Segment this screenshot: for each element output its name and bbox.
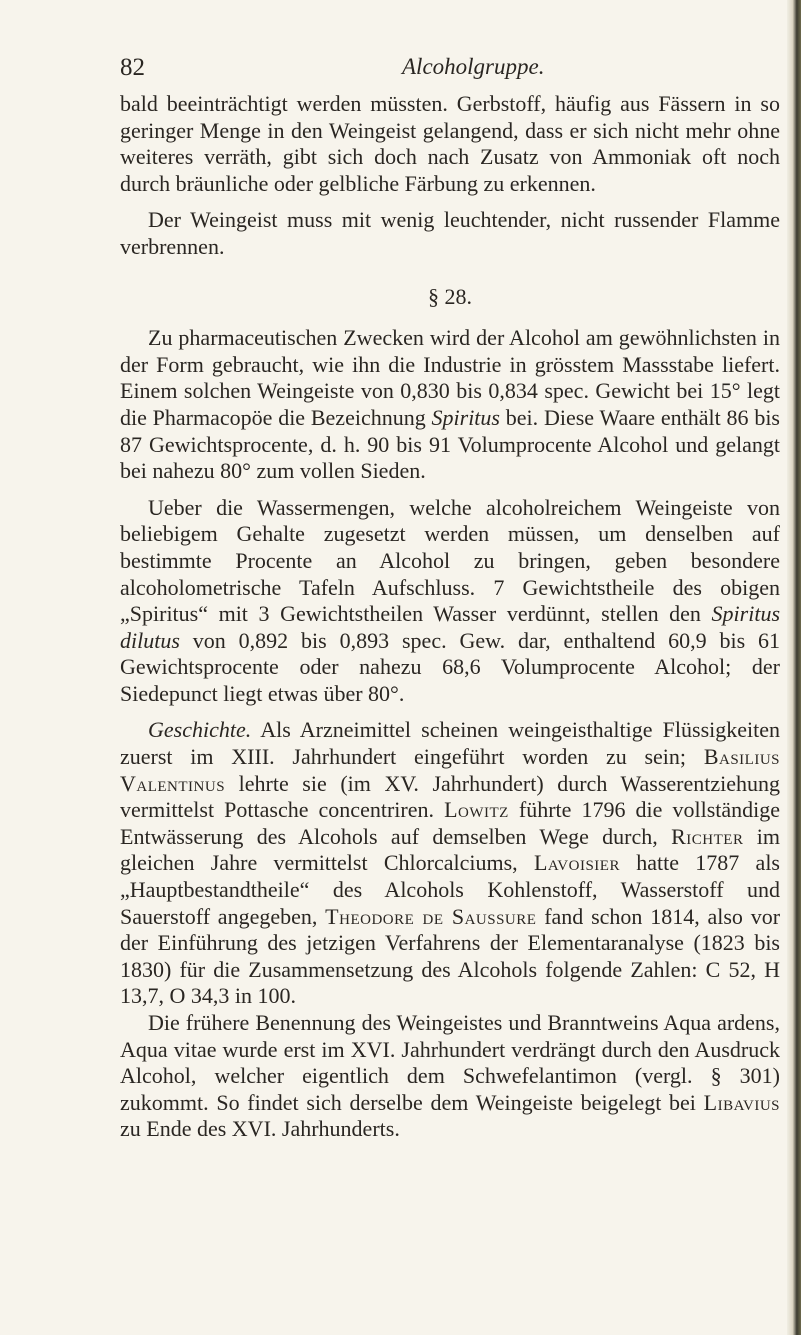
- name-lowitz: Lowitz: [444, 797, 509, 823]
- paragraph-3: [120, 325, 780, 485]
- running-head: Alcoholgruppe.: [402, 54, 545, 79]
- history-heading: Geschichte.: [148, 717, 252, 743]
- history-text-6: fand schon 1814, also vor der Einführung des jetzigen Verfahrens der Elementaranalyse (1823 bis 1830) für die Zusammensetzung des Alcohols folgende Zahlen: C 52, H 13,7, O 34,3 in 100.: [120, 903, 781, 1009]
- paragraph-2: Der Weingeist muss mit wenig leuchtender, nicht russender Flamme verbrennen.: [120, 207, 780, 259]
- history-text-1: Als Arzneimittel scheinen weingeisthaltige Flüssigkeiten zuerst im XIII. Jahrhundert eingeführt worden zu sein;: [120, 717, 780, 770]
- name-lavoisier: Lavoisier: [533, 850, 620, 876]
- history-text-3: führte 1796 die vollständige Entwässerung des Alcohols auf demselben Wege durch,: [120, 797, 781, 849]
- paragraph-1: bald beeinträchtigt werden müssten. Gerbstoff, häufig aus Fässern in so geringer Menge in den Weingeist gelangend, dass er sich nicht mehr ohne weiteres verräth, gibt sich doch nach Zusatz von Ammoniak oft noch durch bräunliche oder gelbliche Färbung zu erkennen.: [120, 91, 780, 196]
- paragraph-6: [120, 1010, 780, 1143]
- term-spiritus-dilutus: Spiritus dilutus: [120, 601, 781, 653]
- page-edge: [787, 0, 801, 1335]
- page-body: [120, 91, 780, 1143]
- paragraph-3-text-b: bei. Diese Waare enthält 86 bis 87 Gewichtsprocente, d. h. 90 bis 91 Volumprocente Alcohol und gelangt bei nahezu 80° zum vollen Sieden.: [120, 404, 780, 484]
- history-text-4: im gleichen Jahre vermittelst Chlorcalciums,: [120, 823, 781, 876]
- paragraph-4-text-b: von 0,892 bis 0,893 spec. Gew. dar, enthaltend 60,9 bis 61 Gewichtsprocente oder nahezu 68,6 Volumprocente Alcohol; der Siedepunct liegt etwas über 80°.: [120, 627, 781, 706]
- paragraph-4: [120, 495, 780, 708]
- paragraph-3-text-a: Zu pharmaceutischen Zwecken wird der Alcohol am gewöhnlichsten in der Form gebraucht, wie ihn die Industrie in grösstem Massstabe liefert. Einem solchen Weingeiste von 0,830 bis 0,834 spec. Gewicht bei 15° legt die Pharmacopöe die Bezeichnung: [120, 325, 780, 430]
- name-basilius-valentinus: Basilius Valentinus: [120, 744, 780, 796]
- name-theodore-de-saussure: Theodore de Saussure: [325, 903, 537, 929]
- section-heading: § 28.: [428, 283, 472, 309]
- name-libavius: Libavius: [703, 1089, 780, 1115]
- paragraph-6-text-b: zu Ende des XVI. Jahrhunderts.: [120, 1116, 400, 1142]
- page-header: [120, 48, 780, 88]
- history-text-2: lehrte sie (im XV. Jahrhundert) durch Wasserentziehung vermittelst Pottasche concentriren.: [120, 770, 781, 823]
- term-spiritus: Spiritus: [431, 404, 500, 430]
- paragraph-history: [120, 717, 780, 1010]
- paragraph-6-text-a: Die frühere Benennung des Weingeistes und Branntweins Aqua ardens, Aqua vitae wurde erst im XVI. Jahrhundert verdrängt durch den Ausdruck Alcohol, welcher eigentlich dem Schwefelantimon (vergl. § 301) zukommt. So findet sich derselbe dem Weingeiste beigelegt bei: [120, 1010, 780, 1115]
- page-number: 82: [120, 54, 145, 81]
- name-richter: Richter: [671, 823, 744, 849]
- paragraph-4-text-a: Ueber die Wassermengen, welche alcoholreichem Weingeiste von beliebigem Gehalte zugesetzt werden müssen, um denselben auf bestimmte Procente an Alcohol zu bringen, geben besondere alcoholometrische Tafeln Aufschluss. 7 Gewichtstheile des obigen „Spiritus“ mit 3 Gewichtstheilen Wasser verdünnt, stellen den: [120, 494, 780, 627]
- history-text-5: hatte 1787 als „Hauptbestandtheile“ des Alcohols Kohlenstoff, Wasserstoff und Sauerstoff angegeben,: [120, 850, 780, 929]
